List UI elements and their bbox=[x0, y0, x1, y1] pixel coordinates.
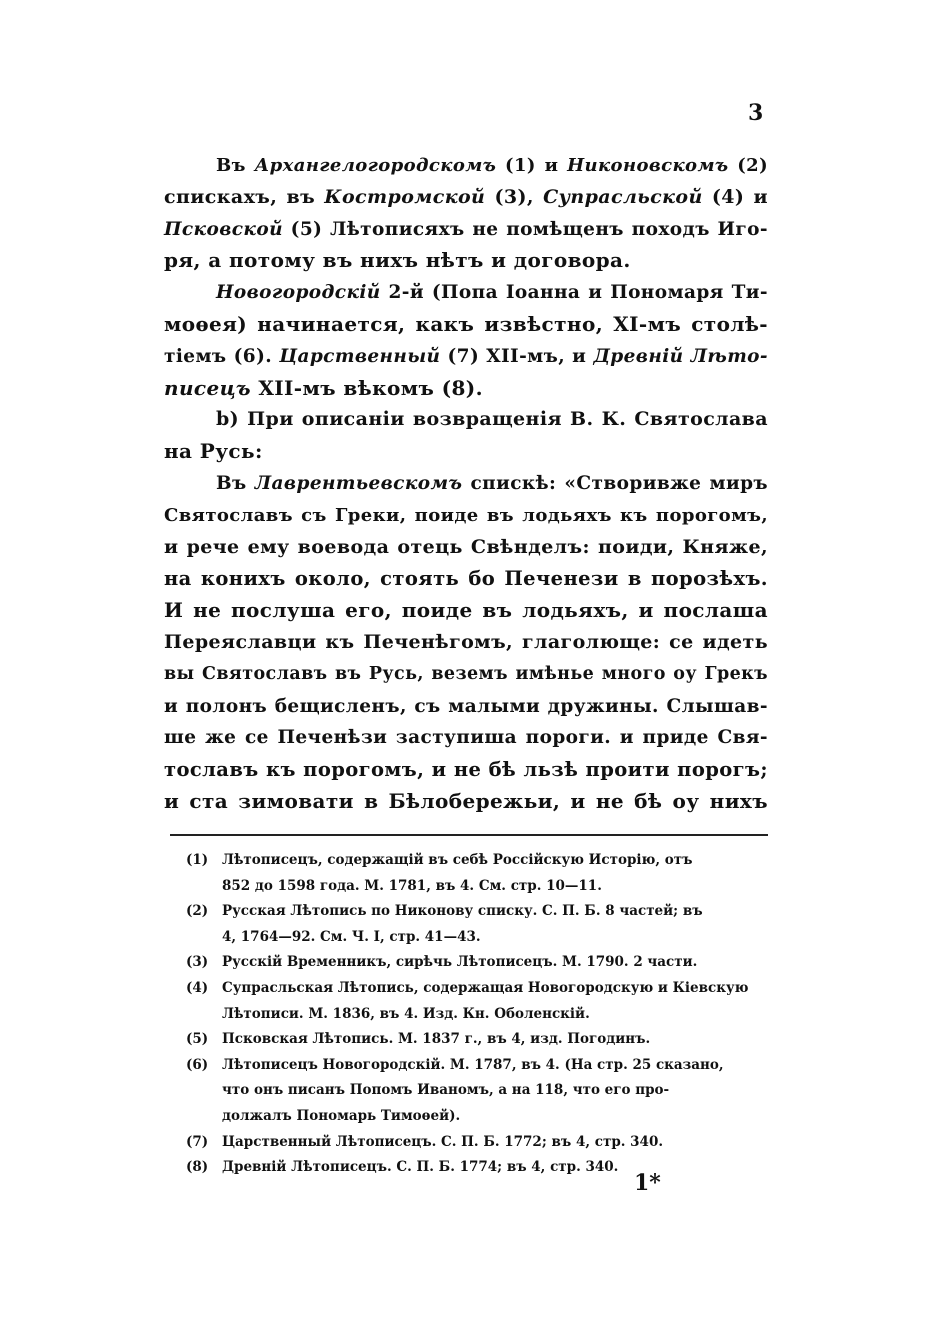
footnote bbox=[186, 899, 776, 950]
footnote bbox=[186, 1027, 776, 1053]
text-run: XII-мъ вѣкомъ (8). bbox=[251, 375, 483, 400]
footnote-text bbox=[222, 848, 776, 899]
footnote-line: 852 до 1598 года. М. 1781, въ 4. См. стр. 10—11. bbox=[222, 877, 602, 894]
text-line bbox=[164, 786, 768, 818]
italic-title: Никоновскомъ bbox=[567, 155, 729, 176]
footnote-number: (2) bbox=[186, 903, 209, 920]
footnote-number: (3) bbox=[186, 954, 209, 971]
text-line bbox=[164, 722, 768, 754]
text-run: (4) и bbox=[702, 185, 768, 208]
text-line bbox=[164, 150, 768, 182]
text-line bbox=[164, 563, 768, 595]
text-run: и рече ему воевода отець Свѣнделъ: поиди, Княже, bbox=[164, 535, 768, 558]
footnote-line: Лѣтописецъ, содержащій въ себѣ Россійскую Исторію, отъ bbox=[222, 852, 693, 868]
footnote-line: Псковская Лѣтопись. М. 1837 г., въ 4, изд. Погодинъ. bbox=[222, 1031, 651, 1048]
text-run: 2-й (Попа Іоанна и Пономаря Ти- bbox=[380, 282, 768, 304]
text-line bbox=[164, 627, 768, 659]
text-run: вы Святославъ въ Русь, веземъ имѣнье много оу Грекъ bbox=[164, 663, 768, 684]
text-line bbox=[164, 659, 768, 691]
footnote-text bbox=[222, 1053, 776, 1130]
footnote bbox=[186, 1053, 776, 1130]
main-text-body bbox=[164, 150, 768, 818]
text-line bbox=[164, 404, 768, 436]
italic-title: Новогородскій bbox=[216, 282, 381, 304]
text-run: (5) Лѣтописяхъ не помѣщенъ походъ Иго- bbox=[282, 218, 768, 240]
text-run: ше же се Печенѣзи заступиша пороги. и приде Свя- bbox=[164, 727, 768, 749]
footnote bbox=[186, 1130, 776, 1156]
italic-title: Костромской bbox=[324, 185, 486, 208]
footnote-line: Лѣтописецъ Новогородскій. М. 1787, въ 4. (На стр. 25 сказано, bbox=[222, 1056, 724, 1073]
text-run: на конихъ около, стоять бо Печенези в порозѣхъ. bbox=[164, 567, 768, 591]
italic-title: писецъ bbox=[164, 375, 251, 400]
text-run: Въ bbox=[216, 155, 255, 176]
italic-title: Царственный bbox=[279, 345, 441, 367]
text-run: И не послуша его, поиде въ лодьяхъ, и послаша bbox=[164, 598, 768, 623]
text-line bbox=[164, 182, 768, 214]
text-line bbox=[164, 532, 768, 564]
footnote-number: (6) bbox=[186, 1056, 209, 1073]
text-line bbox=[164, 595, 768, 627]
printer-signature-mark: 1* bbox=[634, 1170, 661, 1196]
footnote-number: (8) bbox=[186, 1159, 209, 1176]
footnote-line: Супрасльская Лѣтопись, содержащая Новогородскую и Кіевскую bbox=[222, 979, 749, 996]
text-run: тославъ къ порогомъ, и не бѣ льзѣ проити порогъ; bbox=[164, 758, 768, 782]
text-line bbox=[164, 214, 768, 246]
footnote-text bbox=[222, 899, 776, 950]
footnote-number: (1) bbox=[186, 852, 209, 868]
text-run: (7) XII-мъ, и bbox=[440, 345, 594, 367]
footnote bbox=[186, 848, 776, 899]
text-line bbox=[164, 277, 768, 309]
text-run: Въ bbox=[216, 472, 255, 494]
footnote-text bbox=[222, 950, 776, 976]
text-run: (3), bbox=[485, 185, 544, 208]
text-run: и ста зимовати в Бѣлобережьи, и не бѣ оу нихъ bbox=[164, 788, 768, 813]
text-run: Святославъ съ Греки, поиде въ лодьяхъ къ порогомъ, bbox=[164, 504, 768, 526]
footnote-line: 4, 1764—92. См. Ч. I, стр. 41—43. bbox=[222, 928, 481, 945]
text-run: тіемъ (6). bbox=[164, 345, 280, 367]
footnote-number: (4) bbox=[186, 979, 209, 996]
text-run: (2) bbox=[728, 155, 768, 176]
text-line bbox=[164, 754, 768, 786]
text-run: b) При описаніи возвращенія В. К. Святослава bbox=[216, 408, 768, 431]
italic-title: Супрасльской bbox=[543, 185, 703, 208]
page-number: 3 bbox=[748, 100, 764, 126]
footnote bbox=[186, 1155, 776, 1181]
footnote-text bbox=[222, 1130, 776, 1156]
text-run: спискахъ, въ bbox=[164, 185, 325, 208]
text-line bbox=[164, 468, 768, 500]
text-run: моѳея) начинается, какъ извѣстно, XI-мъ столѣ- bbox=[164, 311, 768, 336]
footnote-line: должалъ Пономарь Тимоѳей). bbox=[222, 1107, 461, 1124]
footnote-text bbox=[222, 1027, 776, 1053]
footnote-line: Русская Лѣтопись по Никонову списку. С. П. Б. 8 частей; въ bbox=[222, 903, 703, 920]
italic-title: Древній Лѣто- bbox=[593, 345, 768, 367]
text-run: спискѣ: «Створивже миръ bbox=[462, 472, 769, 494]
footnote-text bbox=[222, 1155, 776, 1181]
footnote-number: (5) bbox=[186, 1031, 209, 1048]
text-line bbox=[164, 373, 768, 405]
italic-title: Псковской bbox=[164, 218, 283, 240]
text-run: ря, а потому въ нихъ нѣтъ и договора. bbox=[164, 248, 631, 273]
text-line bbox=[164, 691, 768, 723]
footnote-number: (7) bbox=[186, 1133, 209, 1150]
text-line bbox=[164, 436, 768, 468]
footnote bbox=[186, 950, 776, 976]
italic-title: Архангелогородскомъ bbox=[254, 155, 497, 176]
text-line bbox=[164, 245, 768, 277]
footnote-line: что онъ писанъ Попомъ Иваномъ, а на 118, что его про- bbox=[222, 1082, 670, 1099]
footnote-line: Царственный Лѣтописецъ. С. П. Б. 1772; въ 4, стр. 340. bbox=[222, 1133, 664, 1150]
text-run: на Русь: bbox=[164, 439, 263, 464]
text-run: (1) и bbox=[496, 155, 568, 176]
footnote-line: Древній Лѣтописецъ. С. П. Б. 1774; въ 4, стр. 340. bbox=[222, 1159, 619, 1176]
footnote-line: Лѣтописи. М. 1836, въ 4. Изд. Кн. Оболенскій. bbox=[222, 1005, 590, 1022]
text-line bbox=[164, 309, 768, 341]
text-run: Переяславци къ Печенѣгомъ, глаголюще: се идеть bbox=[164, 630, 768, 653]
text-line bbox=[164, 500, 768, 532]
text-run: и полонъ бещисленъ, съ малыми дружины. Слышав- bbox=[164, 695, 768, 717]
footnote-text bbox=[222, 976, 776, 1027]
footnotes bbox=[186, 848, 776, 1181]
footnote-line: Русскій Временникъ, сирѣчь Лѣтописецъ. М. 1790. 2 части. bbox=[222, 954, 698, 971]
text-line bbox=[164, 341, 768, 373]
footnote bbox=[186, 976, 776, 1027]
italic-title: Лаврентьевскомъ bbox=[254, 472, 463, 494]
footnote-divider bbox=[170, 834, 768, 836]
